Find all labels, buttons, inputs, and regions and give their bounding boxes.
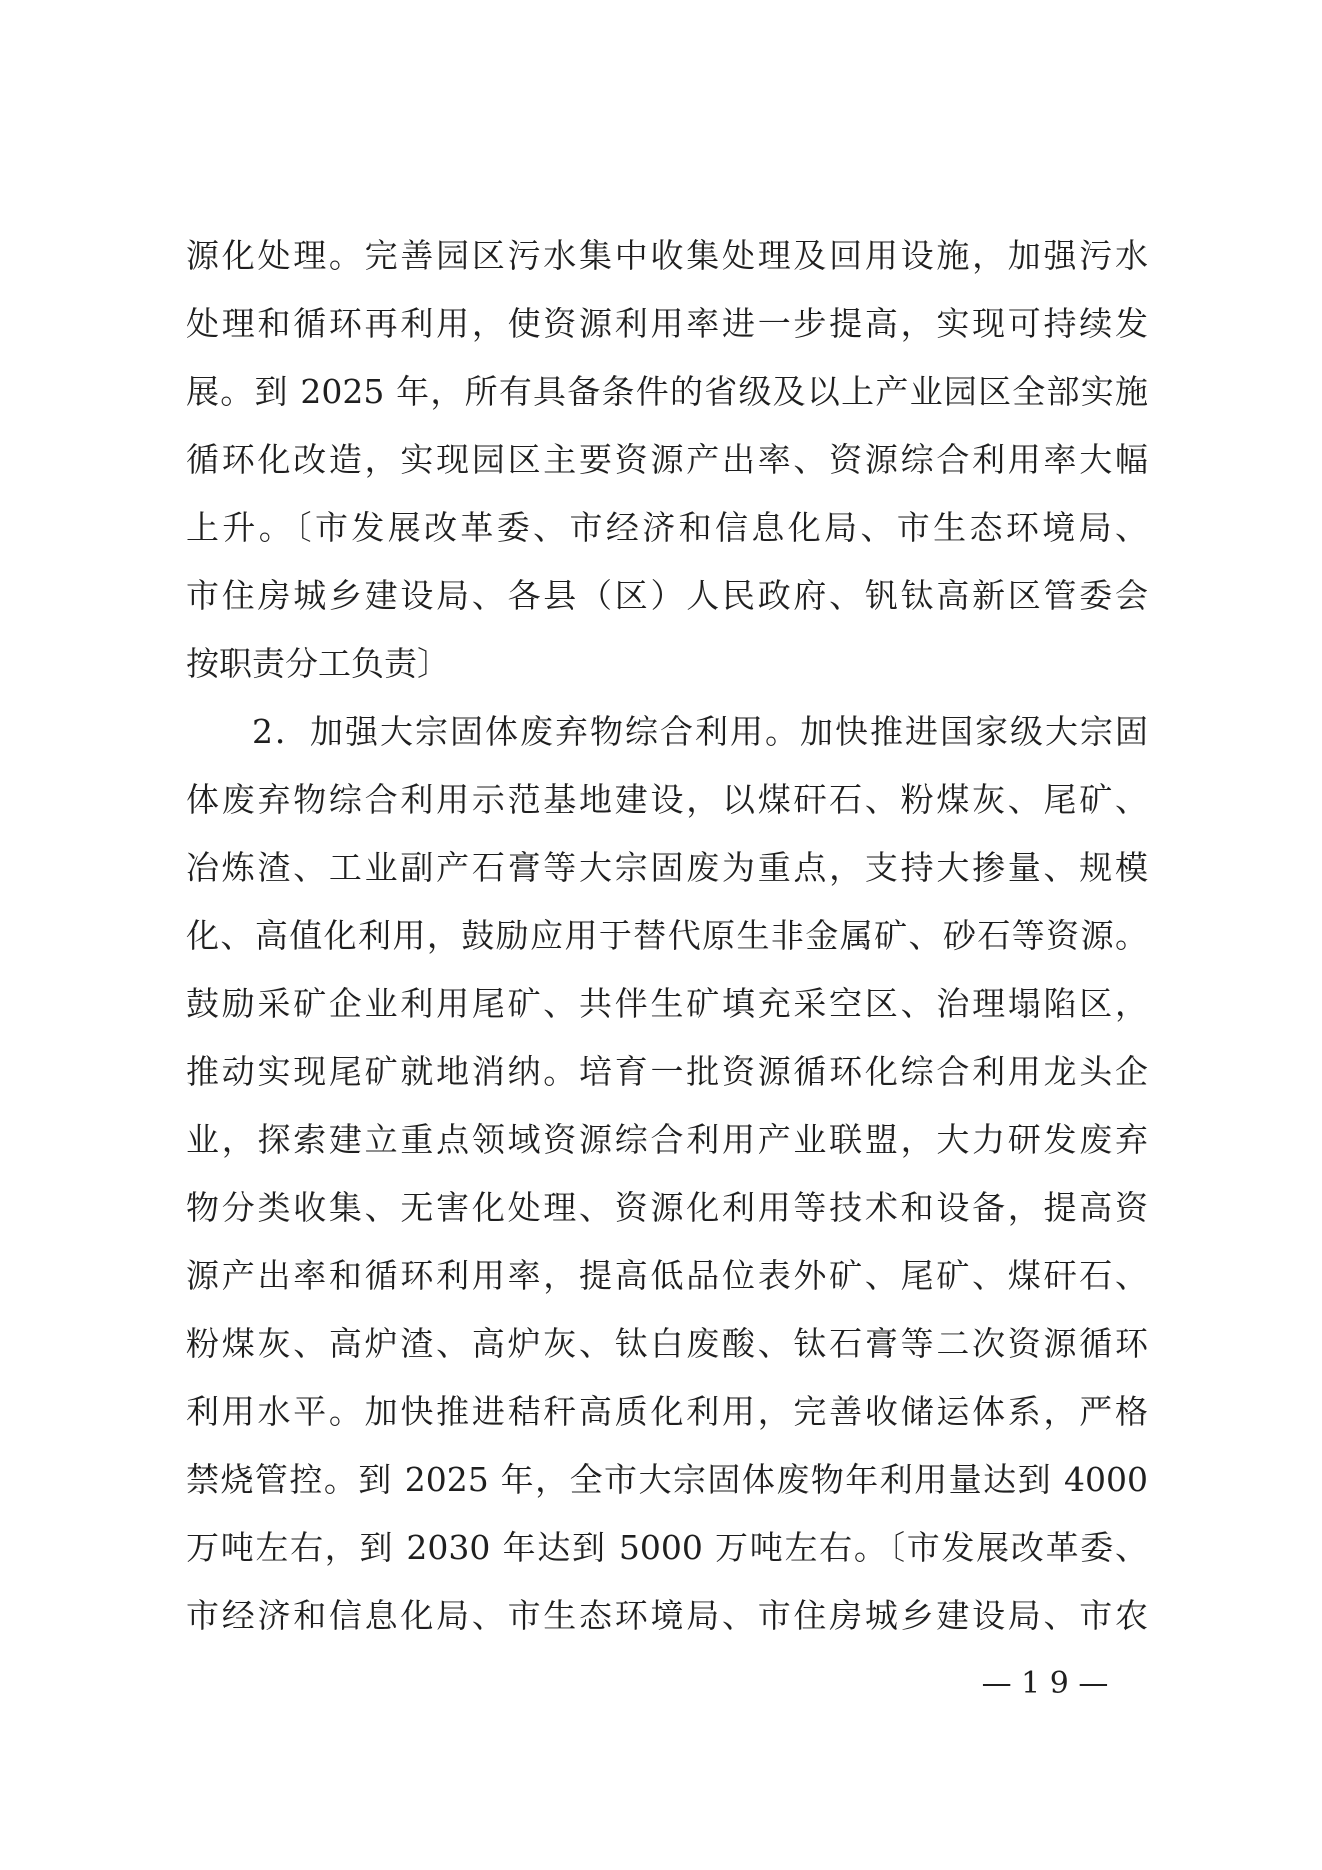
text-line: 源化处理。完善园区污水集中收集处理及回用设施，加强污水 (186, 236, 1148, 275)
text-line: 展。到 2025 年，所有具备条件的省级及以上产业园区全部实施 (186, 372, 1148, 411)
text-line: 冶炼渣、工业副产石膏等大宗固废为重点，支持大掺量、规模 (186, 848, 1148, 887)
paragraph-park-recycling (186, 222, 1148, 698)
text-line: 按职责分工负责〕 (186, 644, 450, 683)
body-text (186, 222, 1148, 1650)
text-line: 万吨左右，到 2030 年达到 5000 万吨左右。〔市发展改革委、 (186, 1528, 1148, 1567)
text-line: 化、高值化利用，鼓励应用于替代原生非金属矿、砂石等资源。 (186, 916, 1148, 955)
text-line: 源产出率和循环利用率，提高低品位表外矿、尾矿、煤矸石、 (186, 1256, 1148, 1295)
text-line: 物分类收集、无害化处理、资源化利用等技术和设备，提高资 (186, 1188, 1148, 1227)
text-line: 处理和循环再利用，使资源利用率进一步提高，实现可持续发 (186, 304, 1148, 343)
section-heading-line: 2．加强大宗固体废弃物综合利用。加快推进国家级大宗固 (252, 712, 1148, 751)
text-line: 业，探索建立重点领域资源综合利用产业联盟，大力研发废弃 (186, 1120, 1148, 1159)
paragraph-solid-waste-utilization (186, 698, 1148, 1650)
text-line: 推动实现尾矿就地消纳。培育一批资源循环化综合利用龙头企 (186, 1052, 1148, 1091)
text-line: 循环化改造，实现园区主要资源产出率、资源综合利用率大幅 (186, 440, 1148, 479)
text-line: 上升。〔市发展改革委、市经济和信息化局、市生态环境局、 (186, 508, 1148, 547)
text-line: 鼓励采矿企业利用尾矿、共伴生矿填充采空区、治理塌陷区， (186, 984, 1148, 1023)
page-number: — 1 9 — (981, 1666, 1109, 1701)
text-line: 粉煤灰、高炉渣、高炉灰、钛白废酸、钛石膏等二次资源循环 (186, 1324, 1148, 1363)
text-line: 禁烧管控。到 2025 年，全市大宗固体废物年利用量达到 4000 (186, 1460, 1148, 1499)
text-line: 体废弃物综合利用示范基地建设，以煤矸石、粉煤灰、尾矿、 (186, 780, 1148, 819)
text-line: 利用水平。加快推进秸秆高质化利用，完善收储运体系，严格 (186, 1392, 1148, 1431)
text-line: 市经济和信息化局、市生态环境局、市住房城乡建设局、市农 (186, 1596, 1148, 1635)
text-line: 市住房城乡建设局、各县（区）人民政府、钒钛高新区管委会 (186, 576, 1148, 615)
